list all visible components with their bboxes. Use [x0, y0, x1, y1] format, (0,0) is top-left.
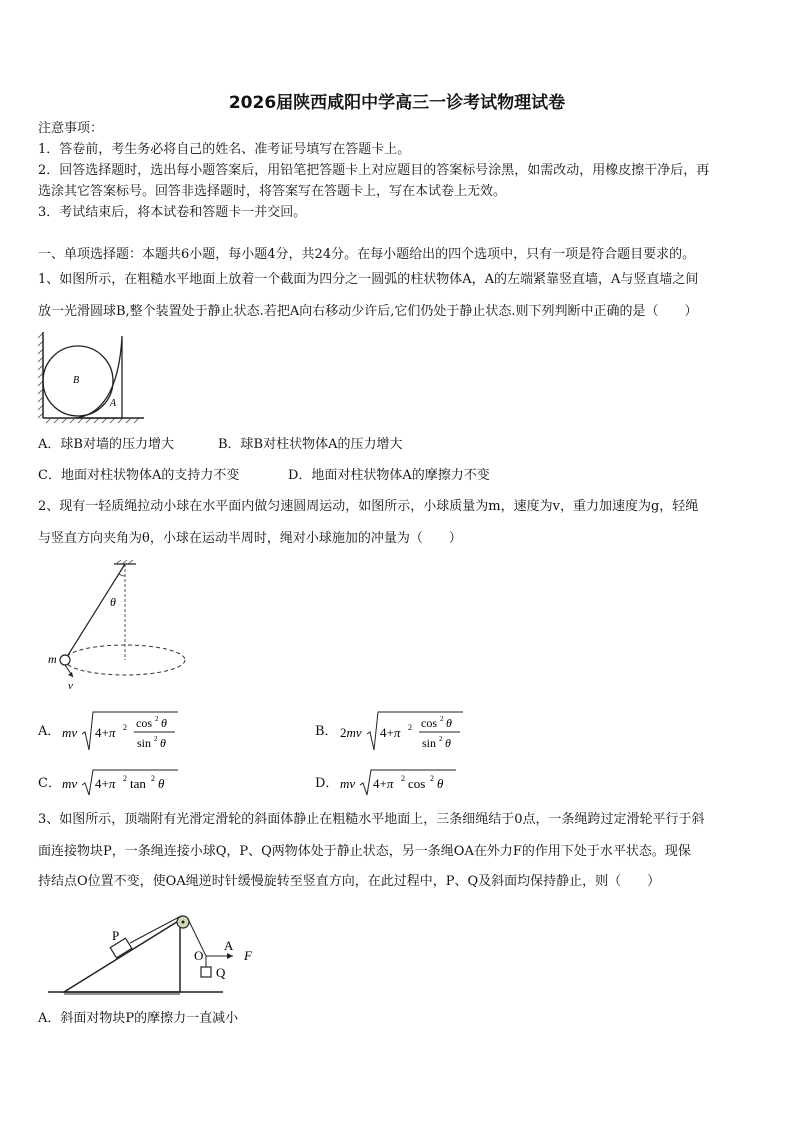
page-title: 2026届陕西咸阳中学高三一诊考试物理试卷	[228, 93, 566, 113]
svg-text:θ: θ	[437, 776, 444, 791]
svg-text:2: 2	[408, 723, 412, 732]
svg-text:2: 2	[439, 735, 443, 743]
notice-item-2: 2．回答选择题时，选出每小题答案后，用铅笔把答题卡上对应题目的答案标号涂黑，如需改动，用橡皮擦干净后，再	[38, 163, 710, 178]
svg-text:cos: cos	[421, 716, 437, 730]
svg-text:θ: θ	[445, 736, 451, 750]
q1-option-a[interactable]: A．球B对墙的压力增大	[38, 437, 174, 452]
svg-text:2: 2	[123, 723, 127, 732]
svg-text:θ: θ	[161, 716, 167, 730]
q3-label-p: P	[112, 928, 120, 943]
q1-stem-line1: 1、如图所示，在粗糙水平地面上放着一个截面为四分之一圆弧的柱状物体A，A的左端紧靠竖直墙，A与竖直墙之间	[38, 272, 699, 287]
svg-text:2: 2	[123, 774, 127, 783]
q3-option-a[interactable]: A．斜面对物块P的摩擦力一直减小	[38, 1011, 239, 1026]
q1-figure	[38, 332, 148, 424]
q3-figure	[48, 910, 278, 1000]
q2-option-a-label[interactable]: A．	[38, 724, 61, 739]
svg-text:mv: mv	[62, 776, 78, 791]
svg-text:θ: θ	[158, 776, 165, 791]
q2-option-b-label[interactable]: B．	[315, 724, 338, 739]
svg-text:cos: cos	[136, 716, 152, 730]
q2-label-m: m	[48, 652, 57, 666]
q2-option-c-label[interactable]: C．	[38, 776, 61, 791]
svg-text:4+π: 4+π	[373, 776, 394, 791]
svg-text:sin: sin	[422, 736, 437, 750]
q3-stem-line3: 持结点O位置不变，使OA绳逆时针缓慢旋转至竖直方向，在此过程中，P、Q及斜面均保持静止，则（ ）	[38, 874, 661, 889]
svg-text:sin: sin	[137, 736, 152, 750]
q2-option-d-label[interactable]: D．	[315, 776, 339, 791]
q2-stem-line1: 2、现有一轻质绳拉动小球在水平面内做匀速圆周运动，如图所示，小球质量为m，速度为v，重力加速度为g，轻绳	[38, 499, 699, 514]
q3-stem-line2: 面连接物块P，一条绳连接小球Q，P、Q两物体处于静止状态，另一条绳OA在外力F的作用下处于水平状态。现保	[38, 844, 691, 859]
notice-item-3: 3．考试结束后，将本试卷和答题卡一并交回。	[38, 205, 307, 220]
q2-stem-line2: 与竖直方向夹角为θ，小球在运动半周时，绳对小球施加的冲量为（ ）	[38, 531, 462, 546]
q3-label-q: Q	[216, 965, 226, 980]
svg-text:mv: mv	[62, 725, 78, 740]
q3-label-o: O	[194, 948, 204, 963]
q1-stem-line2: 放一光滑圆球B,整个装置处于静止状态.若把A向右移动少许后,它们仍处于静止状态.则下列判断中正确的是（ ）	[38, 304, 698, 319]
section-heading: 一、单项选择题：本题共6小题，每小题4分，共24分。在每小题给出的四个选项中，只有一项是符合题目要求的。	[38, 247, 696, 262]
svg-text:cos: cos	[408, 776, 426, 791]
svg-text:4+π: 4+π	[380, 725, 401, 740]
svg-text:2: 2	[151, 774, 155, 783]
q1-option-c[interactable]: C．地面对柱状物体A的支持力不变	[38, 468, 240, 483]
notice-item-2-cont: 选涂其它答案标号。回答非选择题时，将答案写在答题卡上，写在本试卷上无效。	[38, 184, 507, 199]
q3-label-a: A	[224, 938, 234, 953]
svg-text:2: 2	[440, 715, 444, 723]
svg-text:θ: θ	[446, 716, 452, 730]
q2-label-theta: θ	[110, 595, 116, 609]
svg-text:2: 2	[154, 735, 158, 743]
svg-text:2: 2	[430, 774, 434, 783]
svg-text:2: 2	[155, 715, 159, 723]
q1-label-b: B	[73, 375, 80, 386]
q2-option-c-formula[interactable]	[60, 768, 180, 798]
svg-text:mv: mv	[340, 776, 356, 791]
svg-text:2mv: 2mv	[340, 725, 362, 740]
q2-label-v: v	[68, 680, 73, 692]
q3-stem-line1: 3、如图所示，顶端附有光滑定滑轮的斜面体静止在粗糙水平地面上，三条细绳结于0点，一条绳跨过定滑轮平行于斜	[38, 812, 705, 827]
svg-text:4+π: 4+π	[95, 776, 116, 791]
svg-text:tan: tan	[130, 776, 146, 791]
svg-text:4+π: 4+π	[95, 725, 116, 740]
q1-label-a: A	[110, 398, 117, 409]
svg-text:2: 2	[401, 774, 405, 783]
notice-item-1: 1．答卷前，考生务必将自己的姓名、准考证号填写在答题卡上。	[38, 142, 411, 157]
q2-option-a-formula[interactable]	[60, 710, 180, 754]
q1-option-b[interactable]: B．球B对柱状物体A的压力增大	[218, 437, 403, 452]
q3-label-f: F	[244, 948, 252, 963]
notice-heading: 注意事项：	[38, 121, 104, 136]
q2-option-d-formula[interactable]	[338, 768, 458, 798]
svg-text:θ: θ	[160, 736, 166, 750]
q1-option-d[interactable]: D．地面对柱状物体A的摩擦力不变	[288, 468, 490, 483]
q2-option-b-formula[interactable]	[338, 710, 468, 754]
q2-figure	[40, 560, 200, 695]
